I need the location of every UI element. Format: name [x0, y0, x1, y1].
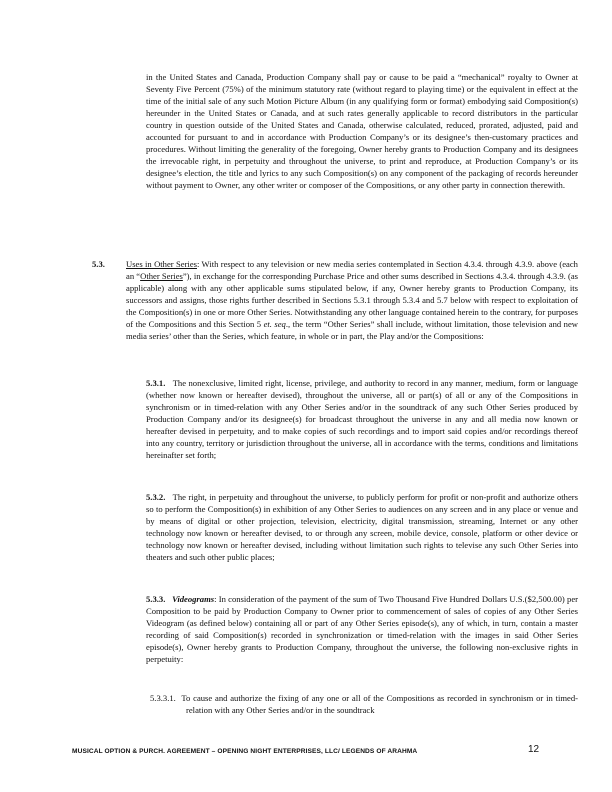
page-number: 12: [528, 744, 540, 755]
subsubsection-number: 5.3.3.1.: [150, 693, 176, 703]
subsection-number: 5.3.2.: [146, 492, 166, 502]
subsection-text: The nonexclusive, limited right, license, privilege, and authority to record in any manner, medium, form or language (whether now known or hereafter devised), throughout the universe, all or part(s) of all or any of the Compositions in synchronism or in timed-relation with any Other Series and/or in the soundtrack of any such Other Series produced by Production Company and/or its designee(s) for broadcast throughout the universe in any and all media now known or hereafter devised in perpetuity, and to make copies of such recordings and to import said copies and/or recordings thereof into any country, territory or jurisdiction throughout the universe, all in accordance with the terms, conditions and limitations hereinafter set forth;: [146, 378, 578, 460]
et-seq: et. seq: [263, 319, 286, 329]
subsection-5-3-3-1: [150, 692, 578, 716]
defined-term: Other Series: [140, 271, 183, 281]
continuation-paragraph: [146, 71, 578, 191]
section-heading: Uses in Other Series: [126, 259, 197, 269]
subsubsection-text: To cause and authorize the fixing of any one or all of the Compositions as recorded in synchronism or in timed-relation with any Other Series and/or in the soundtrack: [181, 693, 579, 715]
section-text-c: ., the term “Other Series” shall include, without limitation, those television and new media series’ other than the Series, which feature, in whole or in part, the Play and/or the Compositions:: [126, 319, 578, 341]
section-number: 5.3.: [92, 259, 105, 269]
subsection-5-3-2: [146, 491, 578, 563]
continuation-text: in the United States and Canada, Production Company shall pay or cause to be paid a “mechanical” royalty to Owner at Seventy Five Percent (75%) of the minimum statutory rate (without regard to playing time) or the equivalent in effect at the time of the initial sale of any such Motion Picture Album (in any qualifying form or format) embodying said Composition(s) hereunder in the United States or Canada, and at such rates generally applicable to record distributors in the particular country in question outside of the United States and Canada, otherwise calculated, reduced, prorated, adjusted, paid and accounted for pursuant to and in accordance with Production Company’s or its designee’s then-customary practices and procedures. Without limiting the generality of the foregoing, Owner hereby grants to Production Company and its designees the irrevocable right, in perpetuity and throughout the universe, to print and reproduce, at Production Company’s or its designee’s election, the title and lyrics to any such Composition(s) on any component of the packaging of records hereunder without payment to Owner, any other writer or composer of the Compositions, or any other party in connection therewith.: [146, 72, 578, 190]
subsection-text: The right, in perpetuity and throughout the universe, to publicly perform for profit or non-profit and authorize others so to perform the Composition(s) in exhibition of any Other Series to audiences on any screen and in any place or venue and by means of digital or other projection, television, electricity, digital transmission, streaming, Internet or any other technology now known or hereafter devised, to or through any screen, mobile device, console, platform or other device or technology now known or hereafter devised, including without limitation such rights to televise any such Other Series into theaters and such other public places;: [146, 492, 578, 562]
subsection-number: 5.3.3.: [146, 594, 166, 604]
subsection-number: 5.3.1.: [146, 378, 166, 388]
subsection-text: : In consideration of the payment of the sum of Two Thousand Five Hundred Dollars U.S.($2,500.00) per Composition to be paid by Production Company to Owner prior to commencement of sales of copies of any Other Series Videogram (as defined below) containing all or part of any Other Series episode(s), any of which, in turn, contain a master recording of said Composition(s) recorded in synchronization or timed-relation with the images in said Other Series episode(s), Owner hereby grants to Production Company, throughout the universe, the following non-exclusive rights in perpetuity:: [146, 594, 578, 664]
section-text-b: ”), in exchange for the corresponding Purchase Price and other sums described in Sections 4.3.4. through 4.3.9. (as applicable) along with any other applicable sums stipulated below, if any, Owner hereby grants to Production Company, its successors and assigns, those rights further described in Sections 5.3.1 through 5.3.4 and 5.7 below with respect to exploitation of the Composition(s) in one or more Other Series. Notwithstanding any other language contained herein to the contrary, for purposes of the Compositions and this Section 5: [126, 271, 579, 329]
section-text-a: : With respect to any television or new media series contemplated in Section 4.3.4. through 4.3.9. above (each an “: [126, 259, 578, 281]
subsection-heading: Videograms: [172, 594, 215, 604]
subsection-5-3-3: [146, 593, 578, 665]
footer-title: MUSICAL OPTION & PURCH. AGREEMENT – OPENING NIGHT ENTERPRISES, LLC/ LEGENDS OF ARAHMA: [72, 748, 418, 755]
section-5-3: [92, 258, 578, 342]
subsection-5-3-1: [146, 377, 578, 461]
section-body: [126, 258, 578, 342]
